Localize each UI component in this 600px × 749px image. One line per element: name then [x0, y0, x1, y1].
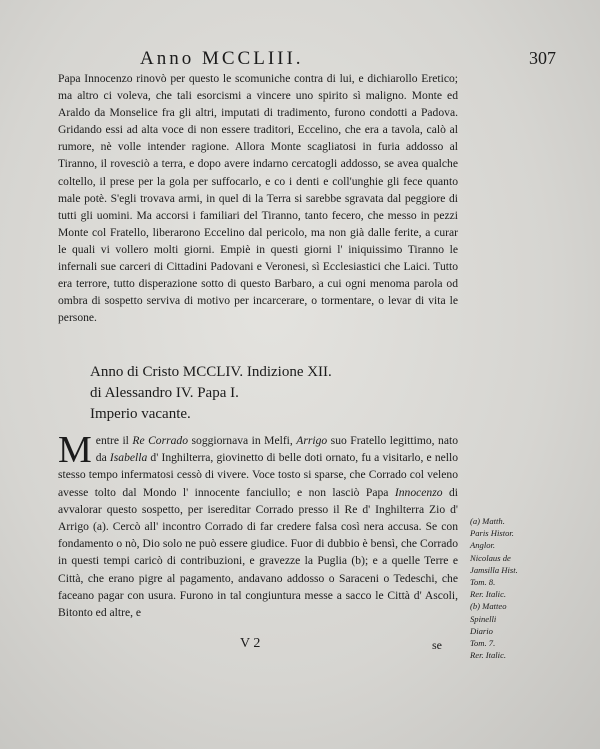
- margin-note-line: Rer. Italic.: [470, 589, 507, 600]
- entry-text-3: suo Fratello legittimo, nato da: [95, 434, 458, 465]
- margin-note-line: Jamsilla Hist.: [470, 564, 518, 575]
- entry-italic-4: Innocenzo: [394, 485, 443, 499]
- heading-line-empire: Imperio vacante.: [90, 406, 191, 422]
- margin-note-line: Spinelli: [470, 613, 497, 624]
- heading-line-pope: di Alessandro IV. Papa I.: [90, 385, 239, 401]
- paragraph-text: Papa Innocenzo rinovò per questo le scomuniche contra di lui, e dichiarollo Eretico; ma altro ci voleva, che tali esorcismi a vincere uno spirito sì maligno. Monte ed Araldo da Monselice fra gli altri, imputati di tradimento, furono condotti a Padova. Gridando essi ad alta voce di non essere traditori, Eccelino, che era a tavola, calò al rumore, nè volle intender ragione. Allora Monte scagliatosi in furia addosso al Tiranno, il rovesciò a terra, e dopo avere indarno cercatogli addosso, se avea qualche coltello, il prese per la gola per suffocarlo, e co i denti e coll'unghie gli fece quanto male potè. S'egli trovava armi, in quel di la Terra si sarebbe sgravata dal peggiore di tutti gli uomini. Ma accorsi i familiari del Tiranno, tanto fecero, che messo in pezzi Monte col Fratello, liberarono Eccelino dal pericolo, ma non già dalle ferite, a curar le quali vi vollero molti giorni. Empiè in questi giorni l' iniquissimo Tiranno le infernali sue carceri di Cittadini Padovani e Veronesi, sì Ecclesiastici che Laici. Tutto era terrore, tutto disperazione sotto di questo Barbaro, a cui ogni menoma parola od ombra di sospetto serviva di motivo per incarcerare, o tormentare, o levar di vita le persone.: [58, 72, 458, 325]
- margin-note-line: Tom. 8.: [470, 577, 496, 588]
- signature-mark: V 2: [240, 636, 261, 651]
- margin-note-line: (b) Matteo: [470, 601, 507, 612]
- entry-text-4: d' Inghilterra, giovinetto di belle doti ornato, fu a visitarlo, e nello stesso tempo infermatosi cessò di vivere. Voce tosto si sparse, che Corrado col veleno avesse tolto dal Mondo l' innocente fanciullo; e non lasciò Papa: [58, 451, 459, 499]
- margin-note-line: Anglor.: [470, 540, 496, 551]
- entry-italic-1: Re Corrado: [132, 434, 189, 447]
- page-number: 307: [529, 48, 556, 68]
- margin-note-line: (a) Matth.: [470, 516, 505, 526]
- drop-cap: M: [58, 429, 92, 471]
- year-heading: [90, 362, 470, 425]
- entry-italic-2: Arrigo: [296, 434, 328, 447]
- margin-note-line: Diario: [470, 625, 493, 636]
- entry-text-5: di avvalorar questo sospetto, per isereditar Corrado presso il Re d' Inghilterra Zio d' Arrigo (a). Cercò all' incontro Corrado di far credere falsa così nera accusa. Se con fondamento o nò, Dio solo ne può essere giudice. Fuor di dubbio è bensì, che Corrado in questi tempi caricò di contribuzioni, e gravezze la Puglia (b); e a quelle Terre e Città, che erano pigre al pagamento, andavano addosso o Saraceni o Tedeschi, che faceano pagar con usura. Furono in tal congiuntura messe a sacco le Città d' Ascoli, Bitonto ed altre, e: [58, 485, 458, 620]
- margin-notes: [470, 515, 588, 661]
- margin-note-line: Rer. Italic.: [470, 650, 507, 661]
- continued-paragraph: [58, 70, 458, 326]
- entry-text-2: soggiornava in Melfi,: [188, 434, 297, 447]
- year-entry: [58, 429, 459, 621]
- running-head: Anno MCCLIII.: [140, 48, 304, 69]
- page-header: [0, 44, 600, 72]
- entry-text-1: entre il: [95, 434, 133, 447]
- margin-note-line: Nicolaus de: [470, 552, 511, 563]
- margin-note-line: Paris Histor.: [470, 528, 514, 539]
- heading-line-year: Anno di Cristo MCCLIV. Indizione XII.: [90, 364, 332, 380]
- margin-note-line: Tom. 7.: [470, 638, 496, 649]
- catchword: se: [432, 638, 442, 652]
- entry-italic-3: Isabella: [109, 451, 148, 465]
